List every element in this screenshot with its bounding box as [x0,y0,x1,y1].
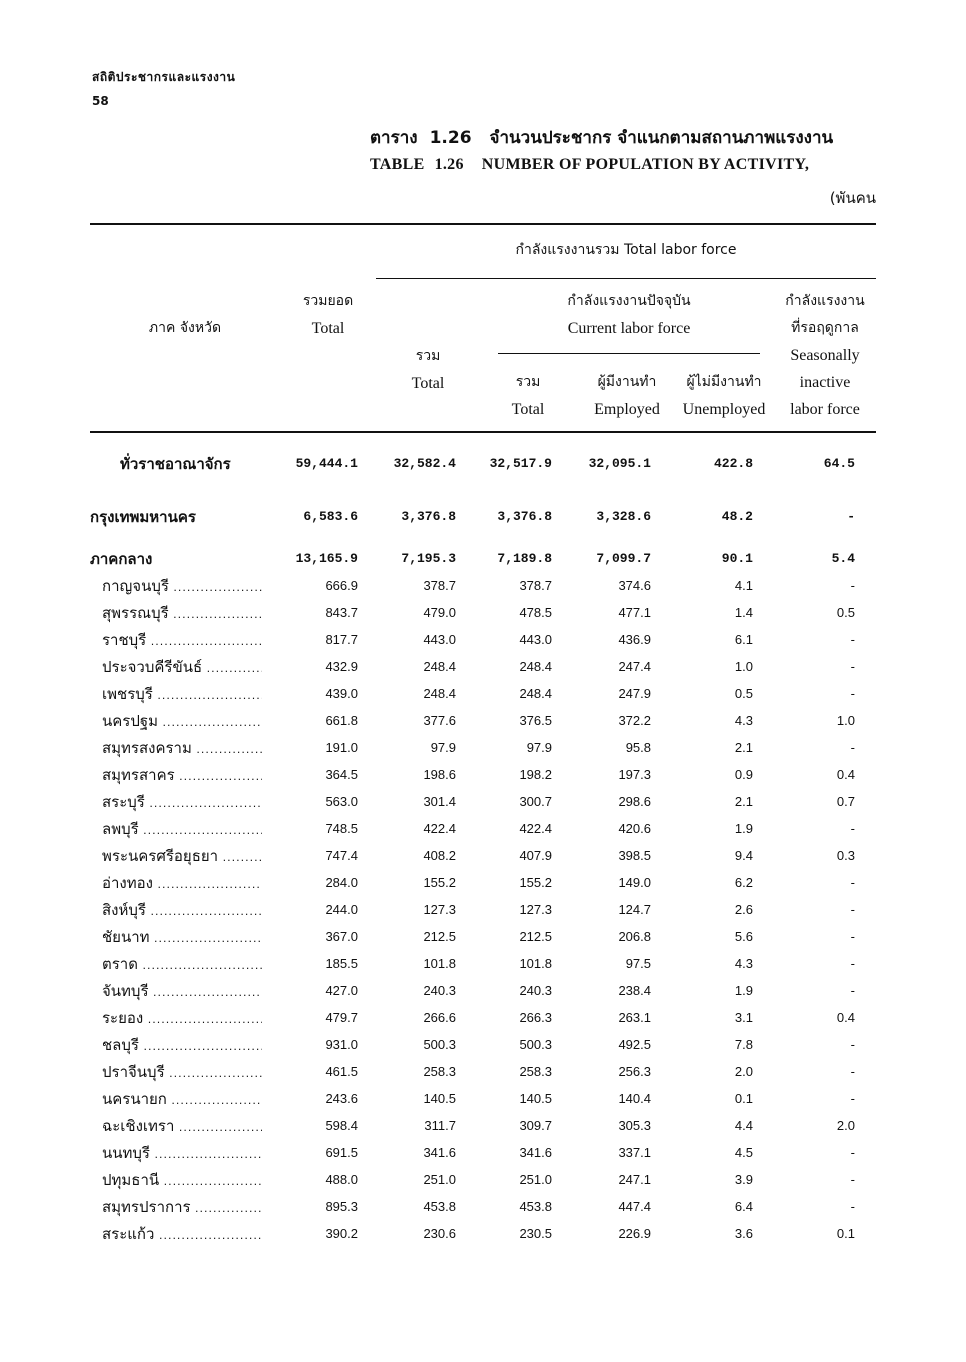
cell-employed: 420.6 [618,821,651,836]
row-name: จันทบุรี ..... [102,978,262,1004]
cell-seasonal: - [850,659,855,674]
title-text-thai: จำนวนประชากร จำแนกตามสถานภาพแรงงาน [489,128,834,148]
table-number: 1.26 [429,128,472,148]
table-row [90,978,876,1004]
row-name: ประจวบคีรีขันธ์ ..... [102,654,262,680]
table-number-english: 1.26 [434,156,464,173]
cell-employed: 263.1 [618,1010,651,1025]
cell-lf-total: 479.0 [423,605,456,620]
cell-employed: 149.0 [618,875,651,890]
cell-unemployed: 1.0 [734,659,753,674]
cell-current-total: 500.3 [519,1037,552,1052]
table-row [90,573,876,599]
cell-current-total: 376.5 [519,713,552,728]
cell-seasonal: - [850,1091,855,1106]
table-row [90,789,876,815]
cell-employed: 398.5 [618,848,651,863]
cell-current-total: 300.7 [519,794,552,809]
cell-current-total: 248.4 [519,659,552,674]
table-row [90,1194,876,1220]
cell-seasonal: - [847,509,855,524]
cell-employed: 447.4 [618,1199,651,1214]
cell-employed: 247.9 [618,686,651,701]
cell-seasonal: - [850,983,855,998]
cell-unemployed: 1.9 [734,821,753,836]
cell-total: 461.5 [325,1064,358,1079]
cell-current-total: 3,376.8 [497,509,552,524]
cell-current-total: 266.3 [519,1010,552,1025]
cell-seasonal: - [850,686,855,701]
header-current-labor-force: กำลังแรงงานปัจจุบัน Current labor force [567,293,691,337]
cell-lf-total: 155.2 [423,875,456,890]
cell-lf-total: 32,582.4 [393,456,456,471]
cell-unemployed: 7.8 [734,1037,753,1052]
cell-total: 843.7 [325,605,358,620]
cell-seasonal: - [850,1145,855,1160]
cell-lf-total: 251.0 [423,1172,456,1187]
cell-lf-total: 101.8 [423,956,456,971]
cell-current-total: 422.4 [519,821,552,836]
row-name: นครปฐม ..... [102,708,262,734]
cell-unemployed: 2.1 [734,740,753,755]
cell-current-total: 378.7 [519,578,552,593]
page-number: 58 [92,94,109,108]
table-row [90,504,876,530]
header-region: ภาค จังหวัด [148,320,222,336]
row-name: กาญจนบุรี ..... [102,573,262,599]
cell-total: 390.2 [325,1226,358,1241]
cell-current-total: 97.9 [526,740,552,755]
cell-lf-total: 248.4 [423,686,456,701]
cell-employed: 305.3 [618,1118,651,1133]
cell-lf-total: 127.3 [423,902,456,917]
table-row [90,762,876,788]
table-row [90,681,876,707]
table-row [90,1059,876,1085]
table-row [90,843,876,869]
cell-total: 479.7 [325,1010,358,1025]
cell-unemployed: 4.3 [734,956,753,971]
cell-seasonal: 5.4 [831,551,855,566]
row-name: ชลบุรี ..... [102,1032,262,1058]
cell-current-total: 453.8 [519,1199,552,1214]
cell-total: 191.0 [325,740,358,755]
row-name: ทั่วราชอาณาจักร [120,455,231,473]
table-title-thai [370,124,833,151]
cell-current-total: 478.5 [519,605,552,620]
cell-total: 243.6 [325,1091,358,1106]
row-name: สิงห์บุรี ..... [102,897,262,923]
cell-employed: 206.8 [618,929,651,944]
table-row [90,735,876,761]
cell-lf-total: 230.6 [423,1226,456,1241]
row-name: นครนายก ..... [102,1086,262,1112]
cell-seasonal: - [850,1064,855,1079]
cell-unemployed: 3.9 [734,1172,753,1187]
table-row [90,924,876,950]
cell-current-total: 101.8 [519,956,552,971]
row-name: ฉะเชิงเทรา ..... [102,1113,262,1139]
title-prefix-english: TABLE [370,156,425,173]
cell-lf-total: 198.6 [423,767,456,782]
cell-total: 931.0 [325,1037,358,1052]
header-labor-force: กำลังแรงงานรวม Total labor force [515,242,737,258]
cell-employed: 140.4 [618,1091,651,1106]
cell-employed: 337.1 [618,1145,651,1160]
cell-seasonal: - [850,929,855,944]
table-row [90,654,876,680]
row-name: ระยอง ..... [102,1005,262,1031]
cell-seasonal: - [850,902,855,917]
cell-seasonal: 0.7 [836,794,855,809]
cell-unemployed: 1.9 [734,983,753,998]
unit-label: (พันคน [829,189,876,207]
cell-seasonal: - [850,1199,855,1214]
table-row [90,1005,876,1031]
cell-current-total: 258.3 [519,1064,552,1079]
cell-lf-total: 443.0 [423,632,456,647]
row-name: สุพรรณบุรี ..... [102,600,262,626]
cell-lf-total: 266.6 [423,1010,456,1025]
cell-unemployed: 3.1 [734,1010,753,1025]
cell-total: 13,165.9 [295,551,358,566]
cell-current-total: 341.6 [519,1145,552,1160]
cell-lf-total: 97.9 [430,740,456,755]
cell-current-total: 443.0 [519,632,552,647]
cell-lf-total: 258.3 [423,1064,456,1079]
row-name: สมุทรสาคร ..... [102,762,262,788]
cell-total: 563.0 [325,794,358,809]
cell-current-total: 198.2 [519,767,552,782]
cell-seasonal: - [850,821,855,836]
cell-total: 748.5 [325,821,358,836]
cell-current-total: 309.7 [519,1118,552,1133]
table-row [90,816,876,842]
cell-unemployed: 2.6 [734,902,753,917]
table-row [90,1032,876,1058]
cell-employed: 247.1 [618,1172,651,1187]
cell-unemployed: 1.4 [734,605,753,620]
cell-employed: 95.8 [625,740,651,755]
current-labor-rule [498,353,760,354]
cell-lf-total: 7,195.3 [401,551,456,566]
cell-employed: 32,095.1 [588,456,651,471]
cell-unemployed: 6.2 [734,875,753,890]
cell-total: 598.4 [325,1118,358,1133]
cell-employed: 226.9 [618,1226,651,1241]
cell-unemployed: 5.6 [734,929,753,944]
cell-seasonal: 0.4 [836,1010,855,1025]
cell-unemployed: 90.1 [721,551,753,566]
cell-seasonal: - [850,632,855,647]
header-lf-total: รวม Total [411,348,445,392]
cell-total: 244.0 [325,902,358,917]
table-row [90,951,876,977]
cell-seasonal: - [850,875,855,890]
cell-seasonal: 0.5 [836,605,855,620]
cell-lf-total: 378.7 [423,578,456,593]
cell-current-total: 32,517.9 [489,456,552,471]
cell-seasonal: 2.0 [836,1118,855,1133]
cell-employed: 372.2 [618,713,651,728]
cell-unemployed: 4.4 [734,1118,753,1133]
cell-current-total: 127.3 [519,902,552,917]
cell-lf-total: 3,376.8 [401,509,456,524]
title-text-english: NUMBER OF POPULATION BY ACTIVITY, [481,156,810,173]
cell-lf-total: 248.4 [423,659,456,674]
cell-unemployed: 4.5 [734,1145,753,1160]
cell-unemployed: 9.4 [734,848,753,863]
cell-current-total: 212.5 [519,929,552,944]
cell-unemployed: 48.2 [721,509,753,524]
cell-lf-total: 311.7 [424,1118,456,1133]
cell-unemployed: 2.0 [734,1064,753,1079]
header-bottom-rule [90,431,876,433]
table-row [90,1167,876,1193]
cell-seasonal: - [850,956,855,971]
cell-current-total: 240.3 [519,983,552,998]
cell-unemployed: 0.9 [734,767,753,782]
cell-employed: 477.1 [618,605,651,620]
cell-seasonal: 0.3 [836,848,855,863]
cell-unemployed: 2.1 [734,794,753,809]
row-name: นนทบุรี ..... [102,1140,262,1166]
table-row [90,708,876,734]
cell-employed: 3,328.6 [596,509,651,524]
cell-lf-total: 212.5 [423,929,456,944]
row-name: กรุงเทพมหานคร [90,508,196,526]
cell-seasonal: - [850,1037,855,1052]
cell-total: 364.5 [325,767,358,782]
header-employed: ผู้มีงานทำ Employed [594,374,660,418]
row-name: สมุทรสงคราม ..... [102,735,262,761]
row-name: ราชบุรี ..... [102,627,262,653]
table-row [90,627,876,653]
cell-unemployed: 6.1 [734,632,753,647]
cell-unemployed: 0.1 [734,1091,753,1106]
table-row [90,1113,876,1139]
cell-seasonal: 0.1 [836,1226,855,1241]
running-head: สถิติประชากรและแรงงาน [92,70,236,84]
table-row [90,1140,876,1166]
cell-lf-total: 140.5 [423,1091,456,1106]
table-title-english [370,156,809,174]
table-row [90,897,876,923]
cell-current-total: 230.5 [519,1226,552,1241]
row-name: ตราด ..... [102,951,262,977]
cell-total: 747.4 [325,848,358,863]
cell-lf-total: 377.6 [423,713,456,728]
cell-seasonal: 0.4 [836,767,855,782]
cell-total: 439.0 [325,686,358,701]
header-unemployed: ผู้ไม่มีงานทำ Unemployed [682,374,766,418]
header-current-total: รวม Total [511,374,545,418]
row-name: สระบุรี ..... [102,789,262,815]
cell-total: 661.8 [325,713,358,728]
table-row [90,1221,876,1247]
row-name: อ่างทอง ..... [102,870,262,896]
cell-employed: 124.7 [618,902,651,917]
cell-unemployed: 0.5 [734,686,753,701]
cell-current-total: 251.0 [519,1172,552,1187]
cell-unemployed: 422.8 [713,456,753,471]
table-row [90,1086,876,1112]
cell-seasonal: - [850,740,855,755]
cell-lf-total: 422.4 [423,821,456,836]
table-row [90,600,876,626]
cell-unemployed: 3.6 [734,1226,753,1241]
row-name: เพชรบุรี ..... [102,681,262,707]
cell-seasonal: - [850,578,855,593]
cell-current-total: 7,189.8 [497,551,552,566]
table-row [90,451,876,477]
table-row [90,870,876,896]
cell-total: 895.3 [325,1199,358,1214]
cell-total: 59,444.1 [295,456,358,471]
cell-employed: 298.6 [618,794,651,809]
cell-unemployed: 6.4 [734,1199,753,1214]
cell-total: 666.9 [325,578,358,593]
row-name: ปราจีนบุรี ..... [102,1059,262,1085]
cell-total: 488.0 [325,1172,358,1187]
cell-total: 367.0 [325,929,358,944]
cell-lf-total: 500.3 [423,1037,456,1052]
cell-current-total: 140.5 [519,1091,552,1106]
header-seasonal: กำลังแรงงาน ที่รอฤดูกาล Seasonally inactive labor force [785,293,865,418]
cell-current-total: 248.4 [519,686,552,701]
cell-seasonal: 1.0 [836,713,855,728]
cell-total: 6,583.6 [303,509,358,524]
cell-employed: 238.4 [618,983,651,998]
cell-lf-total: 240.3 [423,983,456,998]
cell-seasonal: 64.5 [823,456,855,471]
cell-employed: 197.3 [618,767,651,782]
row-name: สมุทรปราการ ..... [102,1194,262,1220]
cell-total: 427.0 [325,983,358,998]
cell-employed: 97.5 [625,956,651,971]
cell-lf-total: 301.4 [423,794,456,809]
cell-unemployed: 4.1 [734,578,753,593]
cell-total: 817.7 [325,632,358,647]
row-name: ปทุมธานี ..... [102,1167,262,1193]
cell-total: 185.5 [325,956,358,971]
cell-lf-total: 408.2 [423,848,456,863]
cell-employed: 247.4 [618,659,651,674]
cell-lf-total: 453.8 [423,1199,456,1214]
row-name: สระแก้ว ..... [102,1221,262,1247]
row-name: ลพบุรี ..... [102,816,262,842]
labor-force-rule [376,278,876,279]
cell-unemployed: 4.3 [734,713,753,728]
row-name: ชัยนาท ..... [102,924,262,950]
cell-seasonal: - [850,1172,855,1187]
cell-current-total: 155.2 [519,875,552,890]
cell-employed: 7,099.7 [596,551,651,566]
header-top-rule [90,223,876,225]
header-grand-total: รวมยอด Total [302,293,354,337]
cell-employed: 256.3 [618,1064,651,1079]
table-row [90,546,876,572]
title-prefix-thai: ตาราง [370,128,418,148]
cell-employed: 374.6 [618,578,651,593]
cell-total: 691.5 [325,1145,358,1160]
cell-total: 284.0 [325,875,358,890]
cell-employed: 436.9 [618,632,651,647]
cell-total: 432.9 [325,659,358,674]
row-name: ภาคกลาง [90,550,153,568]
cell-lf-total: 341.6 [423,1145,456,1160]
cell-current-total: 407.9 [519,848,552,863]
row-name: พระนครศรีอยุธยา ..... [102,843,262,869]
cell-employed: 492.5 [618,1037,651,1052]
